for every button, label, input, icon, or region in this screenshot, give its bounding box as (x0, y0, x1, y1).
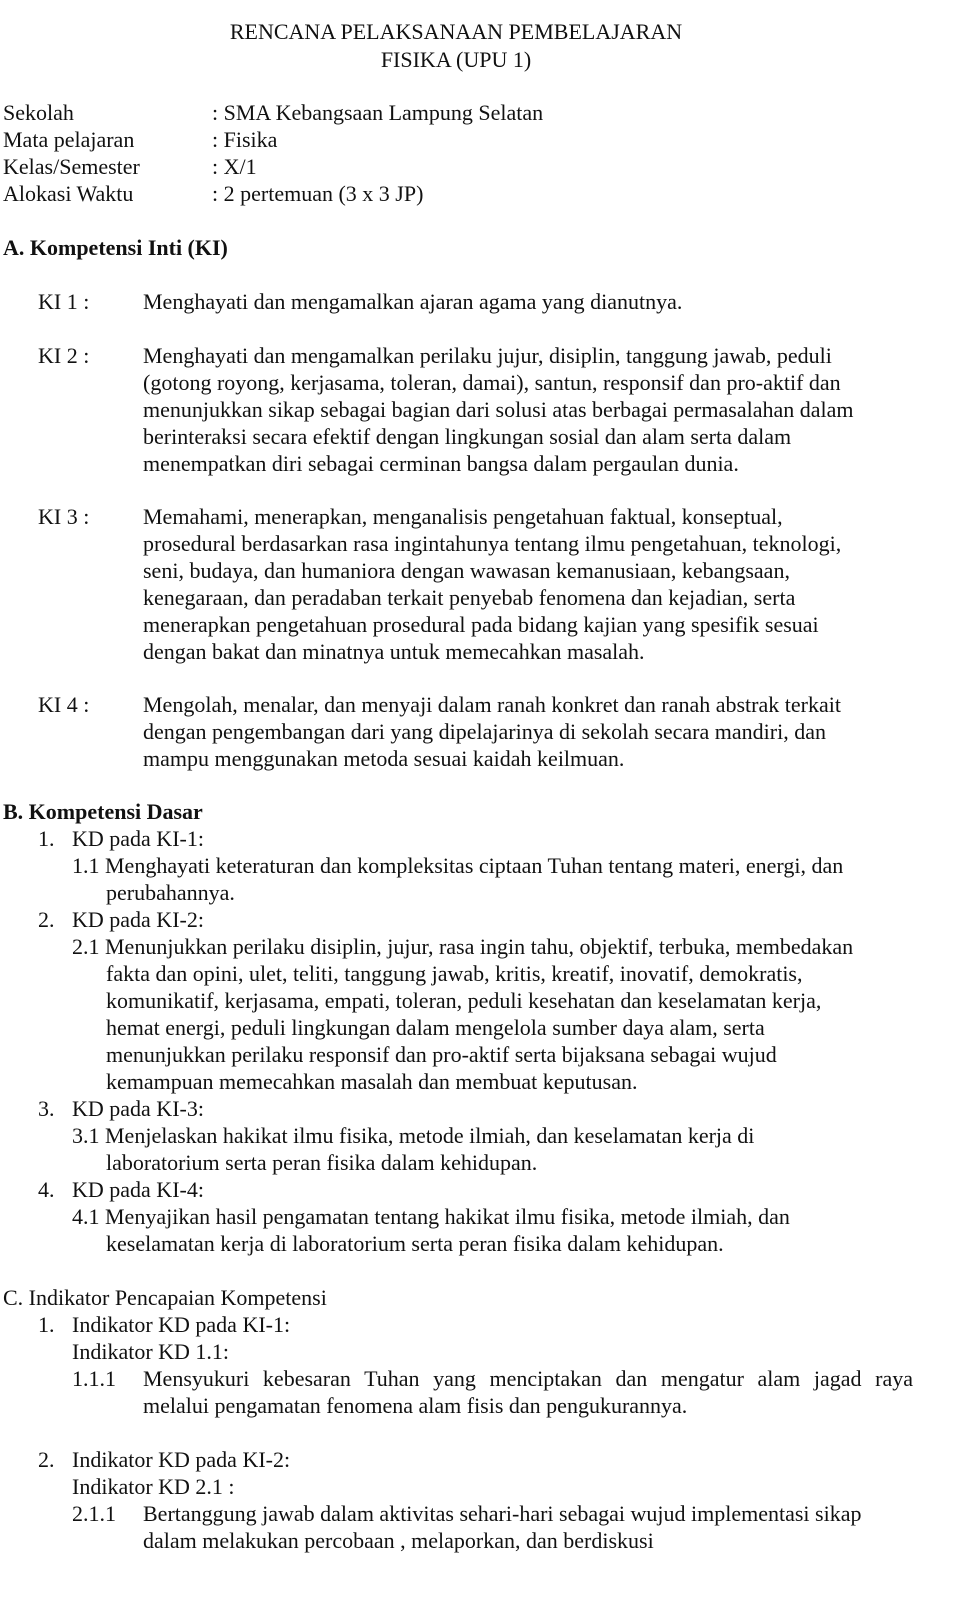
kd-2-line: kemampuan memecahkan masalah dan membuat keputusan. (106, 1069, 638, 1094)
indicator-2-line: Bertanggung jawab dalam aktivitas sehari-hari sebagai wujud implementasi sikap (143, 1501, 862, 1526)
kd-2-title: KD pada KI-2: (72, 907, 204, 932)
ki-4-text (143, 691, 913, 772)
ki-2-line: berinteraksi secara efektif dengan lingkungan sosial dan alam serta dalam (143, 424, 792, 449)
ki-3-line: seni, budaya, dan humaniora dengan wawasan kemanusiaan, kebangsaan, (143, 558, 790, 583)
ki-3-line: dengan bakat dan minatnya untuk memecahkan masalah. (143, 639, 645, 664)
section-a-heading: A. Kompetensi Inti (KI) (3, 235, 228, 260)
ki-2-label: KI 2 : (38, 343, 90, 368)
indicator-1-line: Mensyukuri kebesaran Tuhan yang menciptakan dan mengatur alam jagad raya (143, 1366, 913, 1391)
indicator-2-number: 2. (38, 1447, 55, 1472)
kd-4-number: 4. (38, 1177, 55, 1202)
document-title: RENCANA PELAKSANAAN PEMBELAJARAN (229, 19, 683, 44)
kd-3-line: laboratorium serta peran fisika dalam kehidupan. (106, 1150, 538, 1175)
kd-1-line: perubahannya. (106, 880, 235, 905)
indicator-2-code: 2.1.1 (72, 1501, 116, 1526)
kd-1-text (72, 852, 912, 906)
indicator-1-title: Indikator KD pada KI-1: (72, 1312, 291, 1337)
kd-1-number: 1. (38, 826, 55, 851)
ki-2-line: Menghayati dan mengamalkan perilaku jujur, disiplin, tanggung jawab, peduli (143, 343, 832, 368)
ki-3-line: menerapkan pengetahuan prosedural pada bidang kajian yang spesifik sesuai (143, 612, 819, 637)
indicator-1-sub: Indikator KD 1.1: (72, 1339, 230, 1364)
meta-key-time: Alokasi Waktu (3, 181, 134, 206)
ki-3-label: KI 3 : (38, 504, 90, 529)
ki-1-label: KI 1 : (38, 289, 90, 314)
kd-1-line: 1.1 Menghayati keteraturan dan kompleksitas ciptaan Tuhan tentang materi, energi, dan (72, 853, 844, 878)
kd-3-text (72, 1122, 912, 1176)
kd-4-line: 4.1 Menyajikan hasil pengamatan tentang hakikat ilmu fisika, metode ilmiah, dan (72, 1204, 790, 1229)
ki-1-text (143, 288, 913, 315)
ki-3-line: kenegaraan, dan peradaban terkait penyebab fenomena dan kejadian, serta (143, 585, 796, 610)
section-b-heading: B. Kompetensi Dasar (3, 799, 203, 824)
indicator-2-line: dalam melakukan percobaan , melaporkan, dan berdiskusi (143, 1528, 654, 1553)
kd-4-title: KD pada KI-4: (72, 1177, 204, 1202)
indicator-1-text (143, 1365, 913, 1419)
meta-value-subject: : Fisika (212, 127, 278, 152)
indicator-2-title: Indikator KD pada KI-2: (72, 1447, 291, 1472)
meta-value-school: : SMA Kebangsaan Lampung Selatan (212, 100, 544, 125)
ki-2-text (143, 342, 913, 477)
meta-key-subject: Mata pelajaran (3, 127, 135, 152)
ki-3-line: prosedural berdasarkan rasa ingintahunya tentang ilmu pengetahuan, teknologi, (143, 531, 842, 556)
meta-value-class: : X/1 (212, 154, 257, 179)
kd-3-title: KD pada KI-3: (72, 1096, 204, 1121)
indicator-1-code: 1.1.1 (72, 1366, 116, 1391)
section-c-heading: C. Indikator Pencapaian Kompetensi (3, 1285, 327, 1310)
document-subtitle: FISIKA (UPU 1) (380, 47, 532, 72)
ki-3-text (143, 503, 913, 665)
ki-4-label: KI 4 : (38, 692, 90, 717)
meta-value-time: : 2 pertemuan (3 x 3 JP) (212, 181, 424, 206)
kd-2-line: komunikatif, kerjasama, empati, toleran, peduli kesehatan dan keselamatan kerja, (106, 988, 822, 1013)
kd-4-line: keselamatan kerja di laboratorium serta peran fisika dalam kehidupan. (106, 1231, 724, 1256)
kd-2-line: 2.1 Menunjukkan perilaku disiplin, jujur, rasa ingin tahu, objektif, terbuka, membedakan (72, 934, 854, 959)
meta-key-school: Sekolah (3, 100, 74, 125)
ki-4-line: Mengolah, menalar, dan menyaji dalam ranah konkret dan ranah abstrak terkait (143, 692, 841, 717)
kd-1-title: KD pada KI-1: (72, 826, 204, 851)
indicator-2-sub: Indikator KD 2.1 : (72, 1474, 235, 1499)
ki-3-line: Memahami, menerapkan, menganalisis pengetahuan faktual, konseptual, (143, 504, 783, 529)
meta-key-class: Kelas/Semester (3, 154, 140, 179)
kd-2-line: fakta dan opini, ulet, teliti, tanggung jawab, kritis, kreatif, inovatif, demokratis, (106, 961, 803, 986)
ki-4-line: mampu menggunakan metoda sesuai kaidah keilmuan. (143, 746, 625, 771)
indicator-2-text (143, 1500, 913, 1554)
ki-2-line: menunjukkan sikap sebagai bagian dari solusi atas berbagai permasalahan dalam (143, 397, 854, 422)
ki-1-line: Menghayati dan mengamalkan ajaran agama yang dianutnya. (143, 289, 683, 314)
kd-3-number: 3. (38, 1096, 55, 1121)
kd-4-text (72, 1203, 912, 1257)
kd-3-line: 3.1 Menjelaskan hakikat ilmu fisika, metode ilmiah, dan keselamatan kerja di (72, 1123, 755, 1148)
kd-2-number: 2. (38, 907, 55, 932)
ki-2-line: menempatkan diri sebagai cerminan bangsa dalam pergaulan dunia. (143, 451, 739, 476)
ki-2-line: (gotong royong, kerjasama, toleran, damai), santun, responsif dan pro-aktif dan (143, 370, 841, 395)
kd-2-line: hemat energi, peduli lingkungan dalam mengelola sumber daya alam, serta (106, 1015, 765, 1040)
ki-4-line: dengan pengembangan dari yang dipelajarinya di sekolah secara mandiri, dan (143, 719, 826, 744)
indicator-1-line: melalui pengamatan fenomena alam fisis dan pengukurannya. (143, 1393, 688, 1418)
kd-2-text (72, 933, 912, 1095)
kd-2-line: menunjukkan perilaku responsif dan pro-aktif serta bijaksana sebagai wujud (106, 1042, 777, 1067)
indicator-1-number: 1. (38, 1312, 55, 1337)
